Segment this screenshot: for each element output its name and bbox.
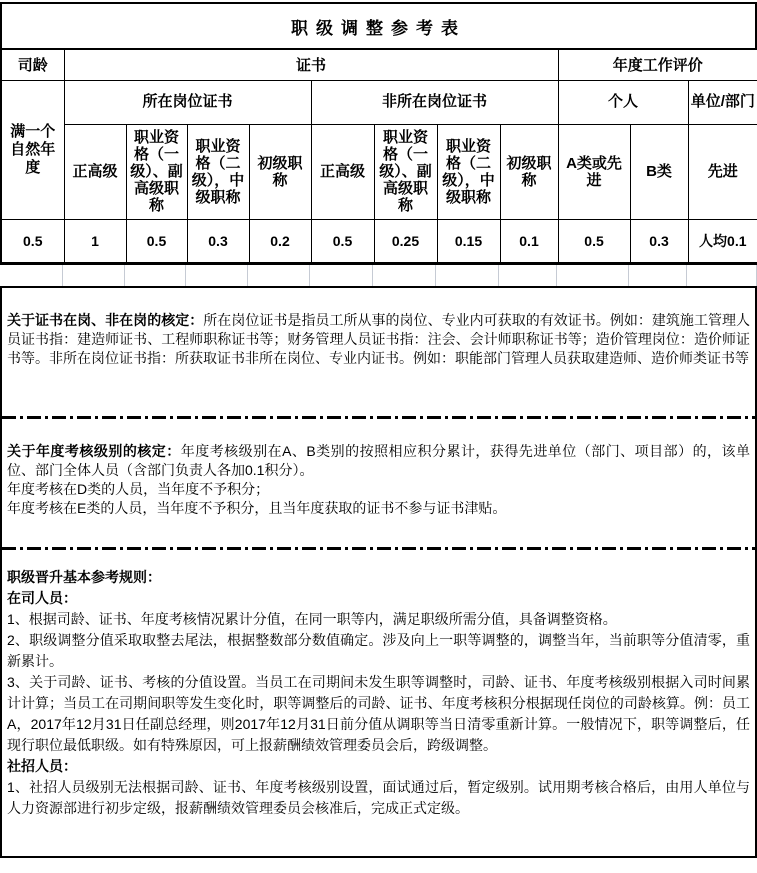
note-body: 年度考核级别在A、B类别的按照相应积分累计，获得先进单位（部门、项目部）的，该单位、部门全体人员（含部门负责人各加0.1积分）。 — [7, 442, 750, 478]
blank-cell — [557, 265, 629, 286]
value-cell: 人均0.1 — [688, 219, 757, 263]
subheader-cell: 正高级 — [311, 124, 374, 219]
subheader-cell: A类或先进 — [558, 124, 630, 219]
value-cell: 0.5 — [1, 219, 64, 263]
note-promotion-rules — [2, 550, 755, 856]
blank-cell — [186, 265, 248, 286]
value-cell: 1 — [64, 219, 126, 263]
value-cell: 0.1 — [500, 219, 558, 263]
notes-section — [0, 286, 757, 858]
subheader-cell: B类 — [630, 124, 688, 219]
header-individual: 个人 — [558, 80, 688, 124]
note-line: 年度考核在D类的人员，当年度不予积分； — [7, 480, 270, 497]
value-cell: 0.2 — [249, 219, 311, 263]
note-annual-assessment — [2, 419, 755, 547]
value-cell: 0.5 — [558, 219, 630, 263]
page-title: 职级调整参考表 — [0, 2, 757, 48]
rule-item: 1、根据司龄、证书、年度考核情况累计分值，在同一职等内，满足职级所需分值，具备调整资格。 — [7, 610, 617, 627]
header-unit-department: 单位/部门 — [688, 80, 757, 124]
note-paragraph — [7, 442, 750, 480]
subheader-cell: 职业资格（二级），中级职称 — [437, 124, 500, 219]
blank-cell — [629, 265, 687, 286]
subheader-cell: 初级职称 — [500, 124, 558, 219]
subheader-cell: 初级职称 — [249, 124, 311, 219]
header-full-natural-year: 满一个自然年度 — [1, 80, 64, 219]
blank-gridline-row — [0, 265, 757, 286]
rule-item: 1、社招人员级别无法根据司龄、证书、年度考核级别设置，面试通过后，暂定级别。试用期考核合格后，由用人单位与人力资源部进行初步定级，报薪酬绩效管理委员会核准后，完成正式定级。 — [7, 778, 750, 816]
subheader-cell: 职业资格（一级）、副高级职称 — [374, 124, 437, 219]
header-onpost-certificate: 所在岗位证书 — [64, 80, 311, 124]
rules-heading: 职级晋升基本参考规则： — [7, 568, 161, 585]
rules-subheading-incumbent: 在司人员： — [7, 589, 77, 606]
reference-table — [0, 48, 757, 265]
subheader-cell: 职业资格（一级）、副高级职称 — [126, 124, 187, 219]
blank-cell — [63, 265, 125, 286]
blank-cell — [373, 265, 436, 286]
rules-subheading-external-hire: 社招人员： — [7, 757, 77, 774]
value-cell: 0.15 — [437, 219, 500, 263]
value-cell: 0.5 — [311, 219, 374, 263]
subheader-cell: 职业资格（二级），中级职称 — [187, 124, 249, 219]
value-cell: 0.25 — [374, 219, 437, 263]
value-cell: 0.5 — [126, 219, 187, 263]
header-company-age: 司龄 — [1, 49, 64, 80]
blank-cell — [687, 265, 757, 286]
blank-cell — [310, 265, 373, 286]
header-offpost-certificate: 非所在岗位证书 — [311, 80, 558, 124]
value-cell: 0.3 — [630, 219, 688, 263]
blank-cell — [125, 265, 186, 286]
note-body: 所在岗位证书是指员工所从事的岗位、专业内可获取的有效证书。例如：建筑施工管理人员证书指：建造师证书、工程师职称证书等；财务管理人员证书指：注会、会计师职称证书等；造价管理岗位：造价师证书等。非所在岗位证书指：所获取证书非所在岗位、专业内证书。例如：职能部门管理人员获取建造师、造价师类证书等 — [7, 311, 751, 366]
blank-cell — [0, 265, 63, 286]
note-line: 年度考核在E类的人员，当年度不予积分，且当年度获取的证书不参与证书津贴。 — [7, 499, 507, 516]
rule-item: 3、关于司龄、证书、考核的分值设置。当员工在司期间未发生职等调整时，司龄、证书、年度考核级别根据入司时间累计计算；当员工在司期间职等发生变化时，职等调整后的司龄、证书、年度考核积分根据现任岗位的司龄核算。例：员工A，2017年12月31日任副总经理，则2017年12月31日前分值从调职等当日清零重新计算。一般情况下，职等调整后，任现行职位最低职级。如有特殊原因，可上报薪酬绩效管理委员会后，跨级调整。 — [7, 673, 750, 753]
blank-cell — [248, 265, 310, 286]
subheader-cell: 正高级 — [64, 124, 126, 219]
header-annual-evaluation: 年度工作评价 — [558, 49, 757, 80]
value-cell: 0.3 — [187, 219, 249, 263]
blank-cell — [436, 265, 499, 286]
rule-item: 2、职级调整分值采取取整去尾法，根据整数部分数值确定。涉及向上一职等调整的，调整当年，当前职等分值清零，重新累计。 — [7, 631, 750, 669]
header-certificates: 证书 — [64, 49, 558, 80]
note-title: 关于年度考核级别的核定： — [7, 442, 181, 459]
subheader-cell: 先进 — [688, 124, 757, 219]
blank-cell — [499, 265, 557, 286]
note-certificate-determination — [2, 288, 755, 416]
note-title: 关于证书在岗、非在岗的核定： — [7, 311, 204, 328]
